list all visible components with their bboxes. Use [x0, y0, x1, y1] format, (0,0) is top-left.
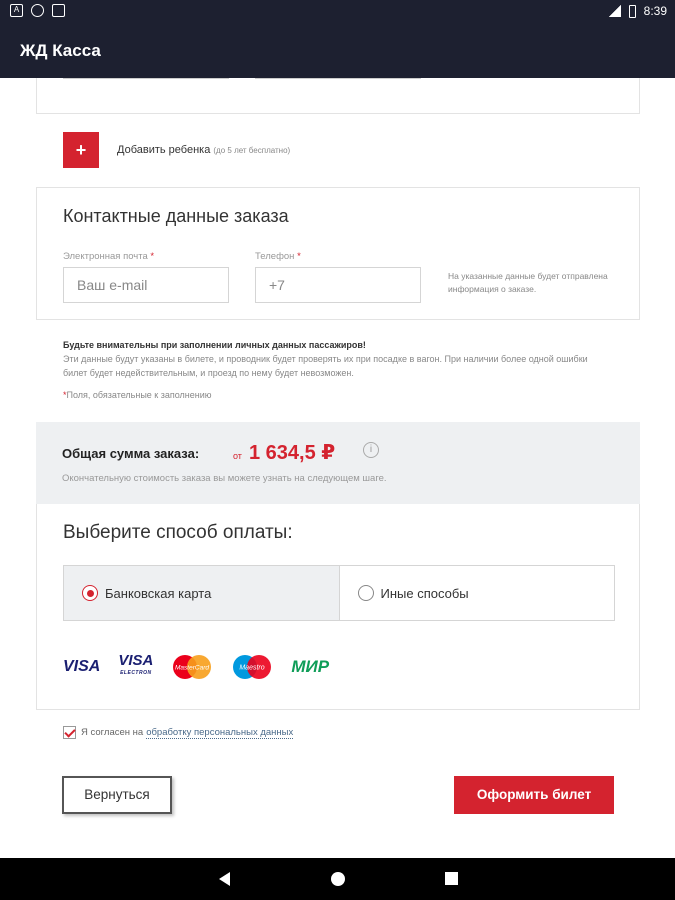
passenger-card-bottom — [36, 78, 640, 114]
submit-button[interactable]: Оформить билет — [454, 776, 614, 814]
info-icon[interactable]: i — [363, 442, 379, 458]
payment-option-label: Банковская карта — [105, 585, 212, 601]
phone-label-text: Телефон — [255, 251, 295, 262]
total-prefix: от — [233, 451, 242, 461]
payment-options — [63, 565, 615, 621]
contact-title: Контактные данные заказа — [63, 206, 289, 226]
app-bar — [0, 24, 675, 78]
contact-note: На указанные данные будет отправлена информация о заказе. — [448, 271, 608, 294]
add-child-text: Добавить ребенка — [117, 144, 211, 156]
agreement-text: Я согласен на — [81, 727, 144, 738]
home-circle-icon[interactable] — [331, 872, 345, 886]
total-amount: 1 634,5 ₽ — [249, 442, 336, 464]
maestro-text: Maestro — [239, 664, 266, 672]
visa-electron-sub: ELECTRON — [120, 670, 152, 676]
radio-checked-icon[interactable] — [82, 585, 98, 601]
visa-electron-main: VISA — [118, 652, 154, 669]
email-required-mark: * — [150, 251, 155, 262]
contact-card — [36, 187, 640, 320]
required-note — [63, 390, 212, 400]
status-time: 8:39 — [643, 4, 667, 18]
warning-text — [63, 338, 603, 380]
card-logos — [63, 654, 347, 680]
agreement-link[interactable]: обработку персональных данных — [146, 726, 294, 738]
email-input[interactable]: Ваш e-mail — [63, 267, 229, 303]
signal-icon — [609, 5, 621, 17]
payment-option-label: Иные способы — [380, 585, 469, 601]
phone-input[interactable]: +7 — [255, 267, 421, 303]
maestro-logo — [231, 654, 273, 680]
warning-title: Будьте внимательны при заполнении личных данных пассажиров! — [63, 340, 366, 350]
back-button[interactable]: Вернуться — [62, 776, 172, 814]
a-icon: A — [10, 4, 23, 17]
app-title: ЖД Касса — [20, 41, 101, 60]
email-label-text: Электронная почта — [63, 251, 148, 262]
payment-title: Выберите способ оплаты: — [63, 522, 293, 543]
total-label: Общая сумма заказа: — [62, 446, 200, 461]
phone-required-mark: * — [297, 251, 301, 262]
back-triangle-icon[interactable] — [219, 872, 230, 886]
add-child-label — [117, 144, 290, 156]
phone-label — [255, 251, 301, 262]
mir-logo: МИР — [291, 657, 330, 676]
field-edge — [255, 78, 421, 79]
payment-option-other[interactable] — [340, 566, 615, 620]
sd-card-icon — [52, 4, 65, 17]
payment-option-card[interactable] — [64, 566, 340, 620]
add-child-note: (до 5 лет бесплатно) — [213, 146, 291, 155]
warning-body: Эти данные будут указаны в билете, и проводник будет проверять их при посадке в вагон. При наличии более одной ошибки билет будет недействительным, и проезд по нему будет невозможен. — [63, 354, 588, 378]
visa-electron-logo — [118, 654, 153, 680]
mastercard-text: MasterCard — [175, 664, 210, 672]
total-panel — [36, 422, 640, 504]
recent-apps-icon[interactable] — [445, 872, 458, 885]
battery-icon — [629, 5, 636, 18]
circle-icon — [31, 4, 44, 17]
required-mark: * — [63, 390, 67, 400]
total-subtitle: Окончательную стоимость заказа вы можете узнать на следующем шаге. — [62, 473, 387, 484]
add-child-button[interactable]: + — [63, 132, 99, 168]
agreement-row — [63, 726, 293, 739]
email-label — [63, 251, 154, 262]
required-note-text: Поля, обязательные к заполнению — [66, 390, 212, 400]
mastercard-logo — [171, 654, 213, 680]
radio-unchecked-icon[interactable] — [358, 585, 374, 601]
field-edge — [63, 78, 229, 79]
visa-logo: VISA — [63, 658, 101, 675]
nav-bar — [0, 858, 675, 900]
agreement-checkbox[interactable] — [63, 726, 76, 739]
payment-card — [36, 504, 640, 710]
status-bar — [0, 0, 675, 24]
add-child-row — [63, 132, 290, 168]
